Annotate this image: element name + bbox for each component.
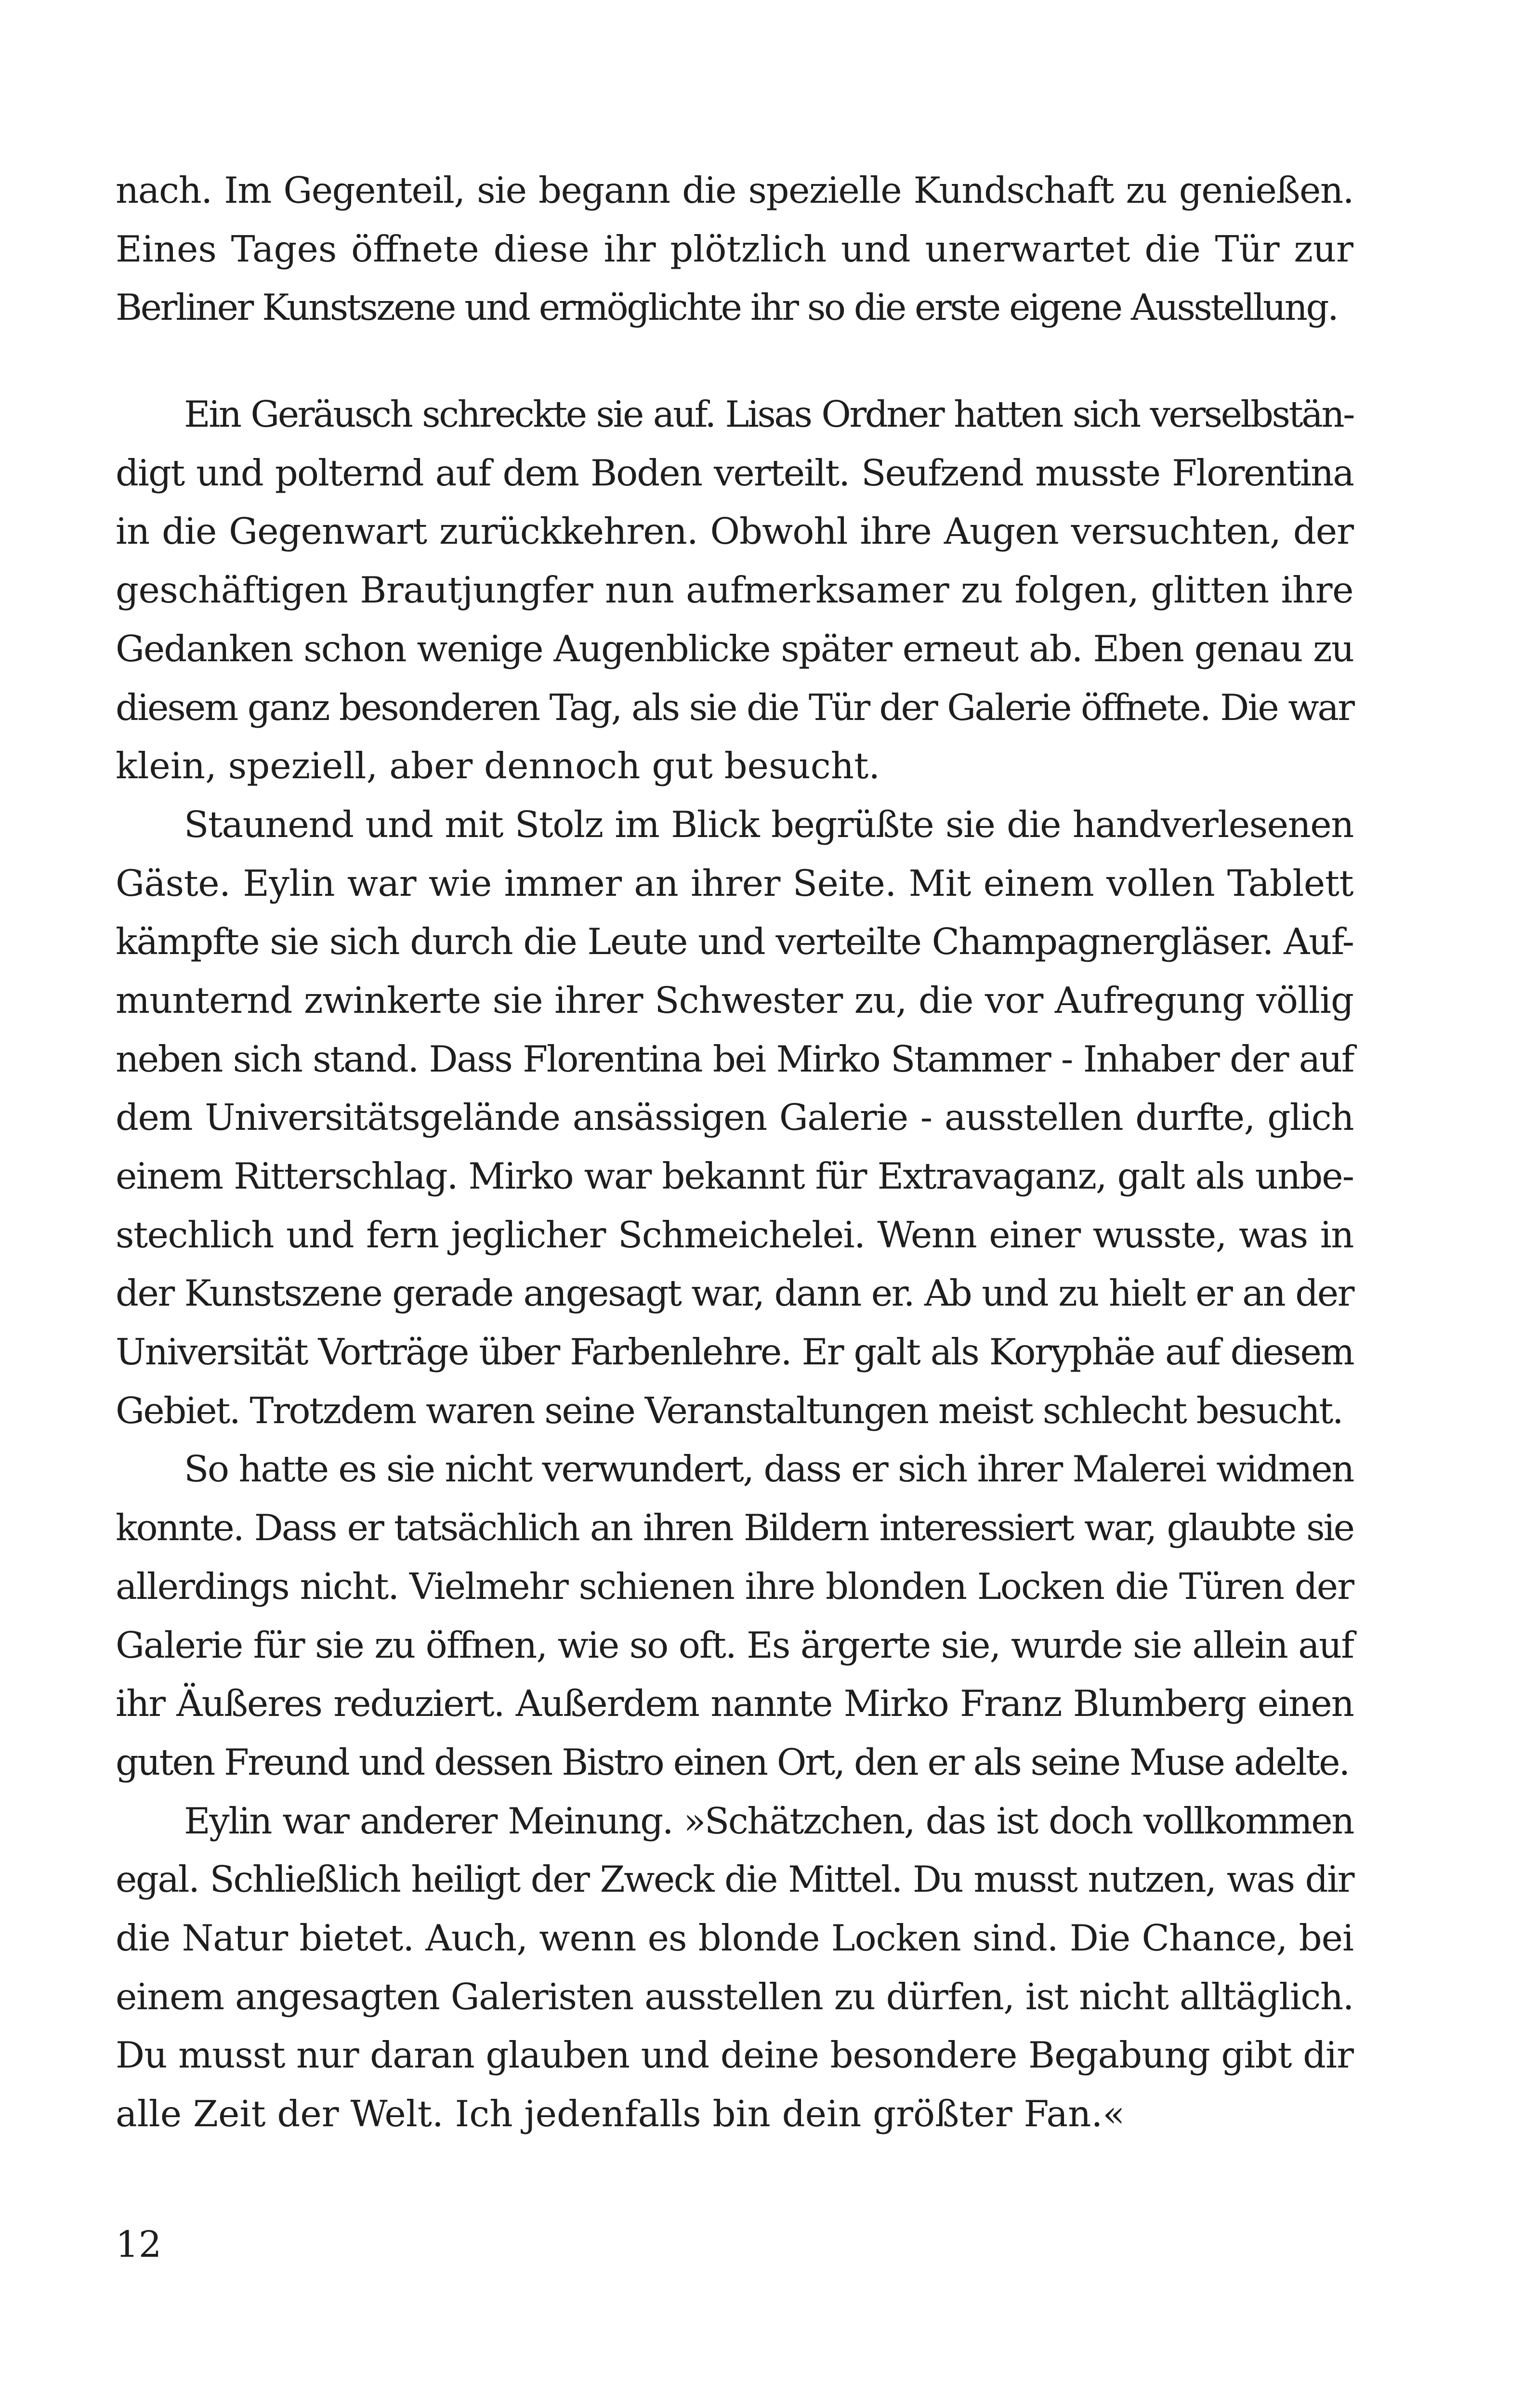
text-line: neben sich stand. Dass Florentina bei Mirko Stammer - Inhaber der auf [116,1037,1353,1080]
text-line: egal. Schließlich heiligt der Zweck die Mittel. Du musst nutzen, was dir [116,1858,1353,1901]
text-line: einem Ritterschlag. Mirko war bekannt für Extravaganz, galt als unbe- [116,1155,1353,1197]
text-line: klein, speziell, aber dennoch gut besucht. [116,745,880,787]
text-line: in die Gegenwart zurückkehren. Obwohl ihre Augen versuchten, der [116,510,1353,553]
page-number: 12 [116,2223,162,2265]
text-line: Ein Geräusch schreckte sie auf. Lisas Ordner hatten sich verselbstän- [184,393,1353,436]
section-break [116,337,1353,385]
text-line: Universität Vorträge über Farbenlehre. Er galt als Koryphäe auf diesem [116,1331,1353,1374]
paragraph [116,1440,1353,1792]
text-line: Gedanken schon wenige Augenblicke später erneut ab. Eben genau zu [116,627,1353,670]
paragraph [116,385,1353,796]
text-line: alle Zeit der Welt. Ich jedenfalls bin dein größter Fan.« [116,2093,1125,2135]
text-line: konnte. Dass er tatsächlich an ihren Bildern interessiert war, glaubte sie [116,1506,1353,1549]
text-line: der Kunstszene gerade angesagt war, dann er. Ab und zu hielt er an der [116,1272,1353,1315]
text-line: kämpfte sie sich durch die Leute und verteilte Champagnergläser. Auf- [116,920,1353,963]
text-line: stechlich und fern jeglicher Schmeichelei. Wenn einer wusste, was in [116,1213,1353,1256]
text-line: ihr Äußeres reduziert. Außerdem nannte Mirko Franz Blumberg einen [116,1682,1353,1725]
text-line: die Natur bietet. Auch, wenn es blonde Locken sind. Die Chance, bei [116,1916,1353,1959]
text-line: Eines Tages öffnete diese ihr plötzlich und unerwartet die Tür zur [116,227,1353,270]
text-line: allerdings nicht. Vielmehr schienen ihre blonden Locken die Türen der [116,1565,1353,1608]
text-line: Galerie für sie zu öffnen, wie so oft. Es ärgerte sie, wurde sie allein auf [116,1623,1353,1666]
body-text [116,161,1353,2144]
text-line: Eylin war anderer Meinung. »Schätzchen, das ist doch vollkommen [184,1799,1353,1842]
text-line: So hatte es sie nicht verwundert, dass er sich ihrer Malerei widmen [184,1448,1353,1491]
text-line: dem Universitätsgelände ansässigen Galerie - ausstellen durfte, glich [116,1096,1353,1139]
text-line: nach. Im Gegenteil, sie begann die spezielle Kundschaft zu genießen. [116,169,1353,211]
text-line: digt und polternd auf dem Boden verteilt. Seufzend musste Florentina [116,451,1353,494]
text-line: Gebiet. Trotzdem waren seine Veranstaltungen meist schlecht besucht. [116,1389,1343,1432]
paragraph [116,1792,1353,2144]
text-line: Staunend und mit Stolz im Blick begrüßte sie die handverlesenen [184,803,1353,846]
text-line: geschäftigen Brautjungfer nun aufmerksamer zu folgen, glitten ihre [116,569,1353,612]
text-line: Gäste. Eylin war wie immer an ihrer Seite. Mit einem vollen Tablett [116,862,1353,904]
text-line: munternd zwinkerte sie ihrer Schwester zu, die vor Aufregung völlig [116,979,1353,1021]
paragraph [116,796,1353,1440]
text-line: Berliner Kunstszene und ermöglichte ihr so die erste eigene Ausstellung. [116,286,1338,329]
text-line: guten Freund und dessen Bistro einen Ort, den er als seine Muse adelte. [116,1741,1349,1783]
text-line: diesem ganz besonderen Tag, als sie die Tür der Galerie öffnete. Die war [116,686,1353,729]
text-line: einem angesagten Galeristen ausstellen zu dürfen, ist nicht alltäglich. [116,1975,1353,2018]
paragraph [116,161,1353,337]
text-line: Du musst nur daran glauben und deine besondere Begabung gibt dir [116,2034,1353,2077]
